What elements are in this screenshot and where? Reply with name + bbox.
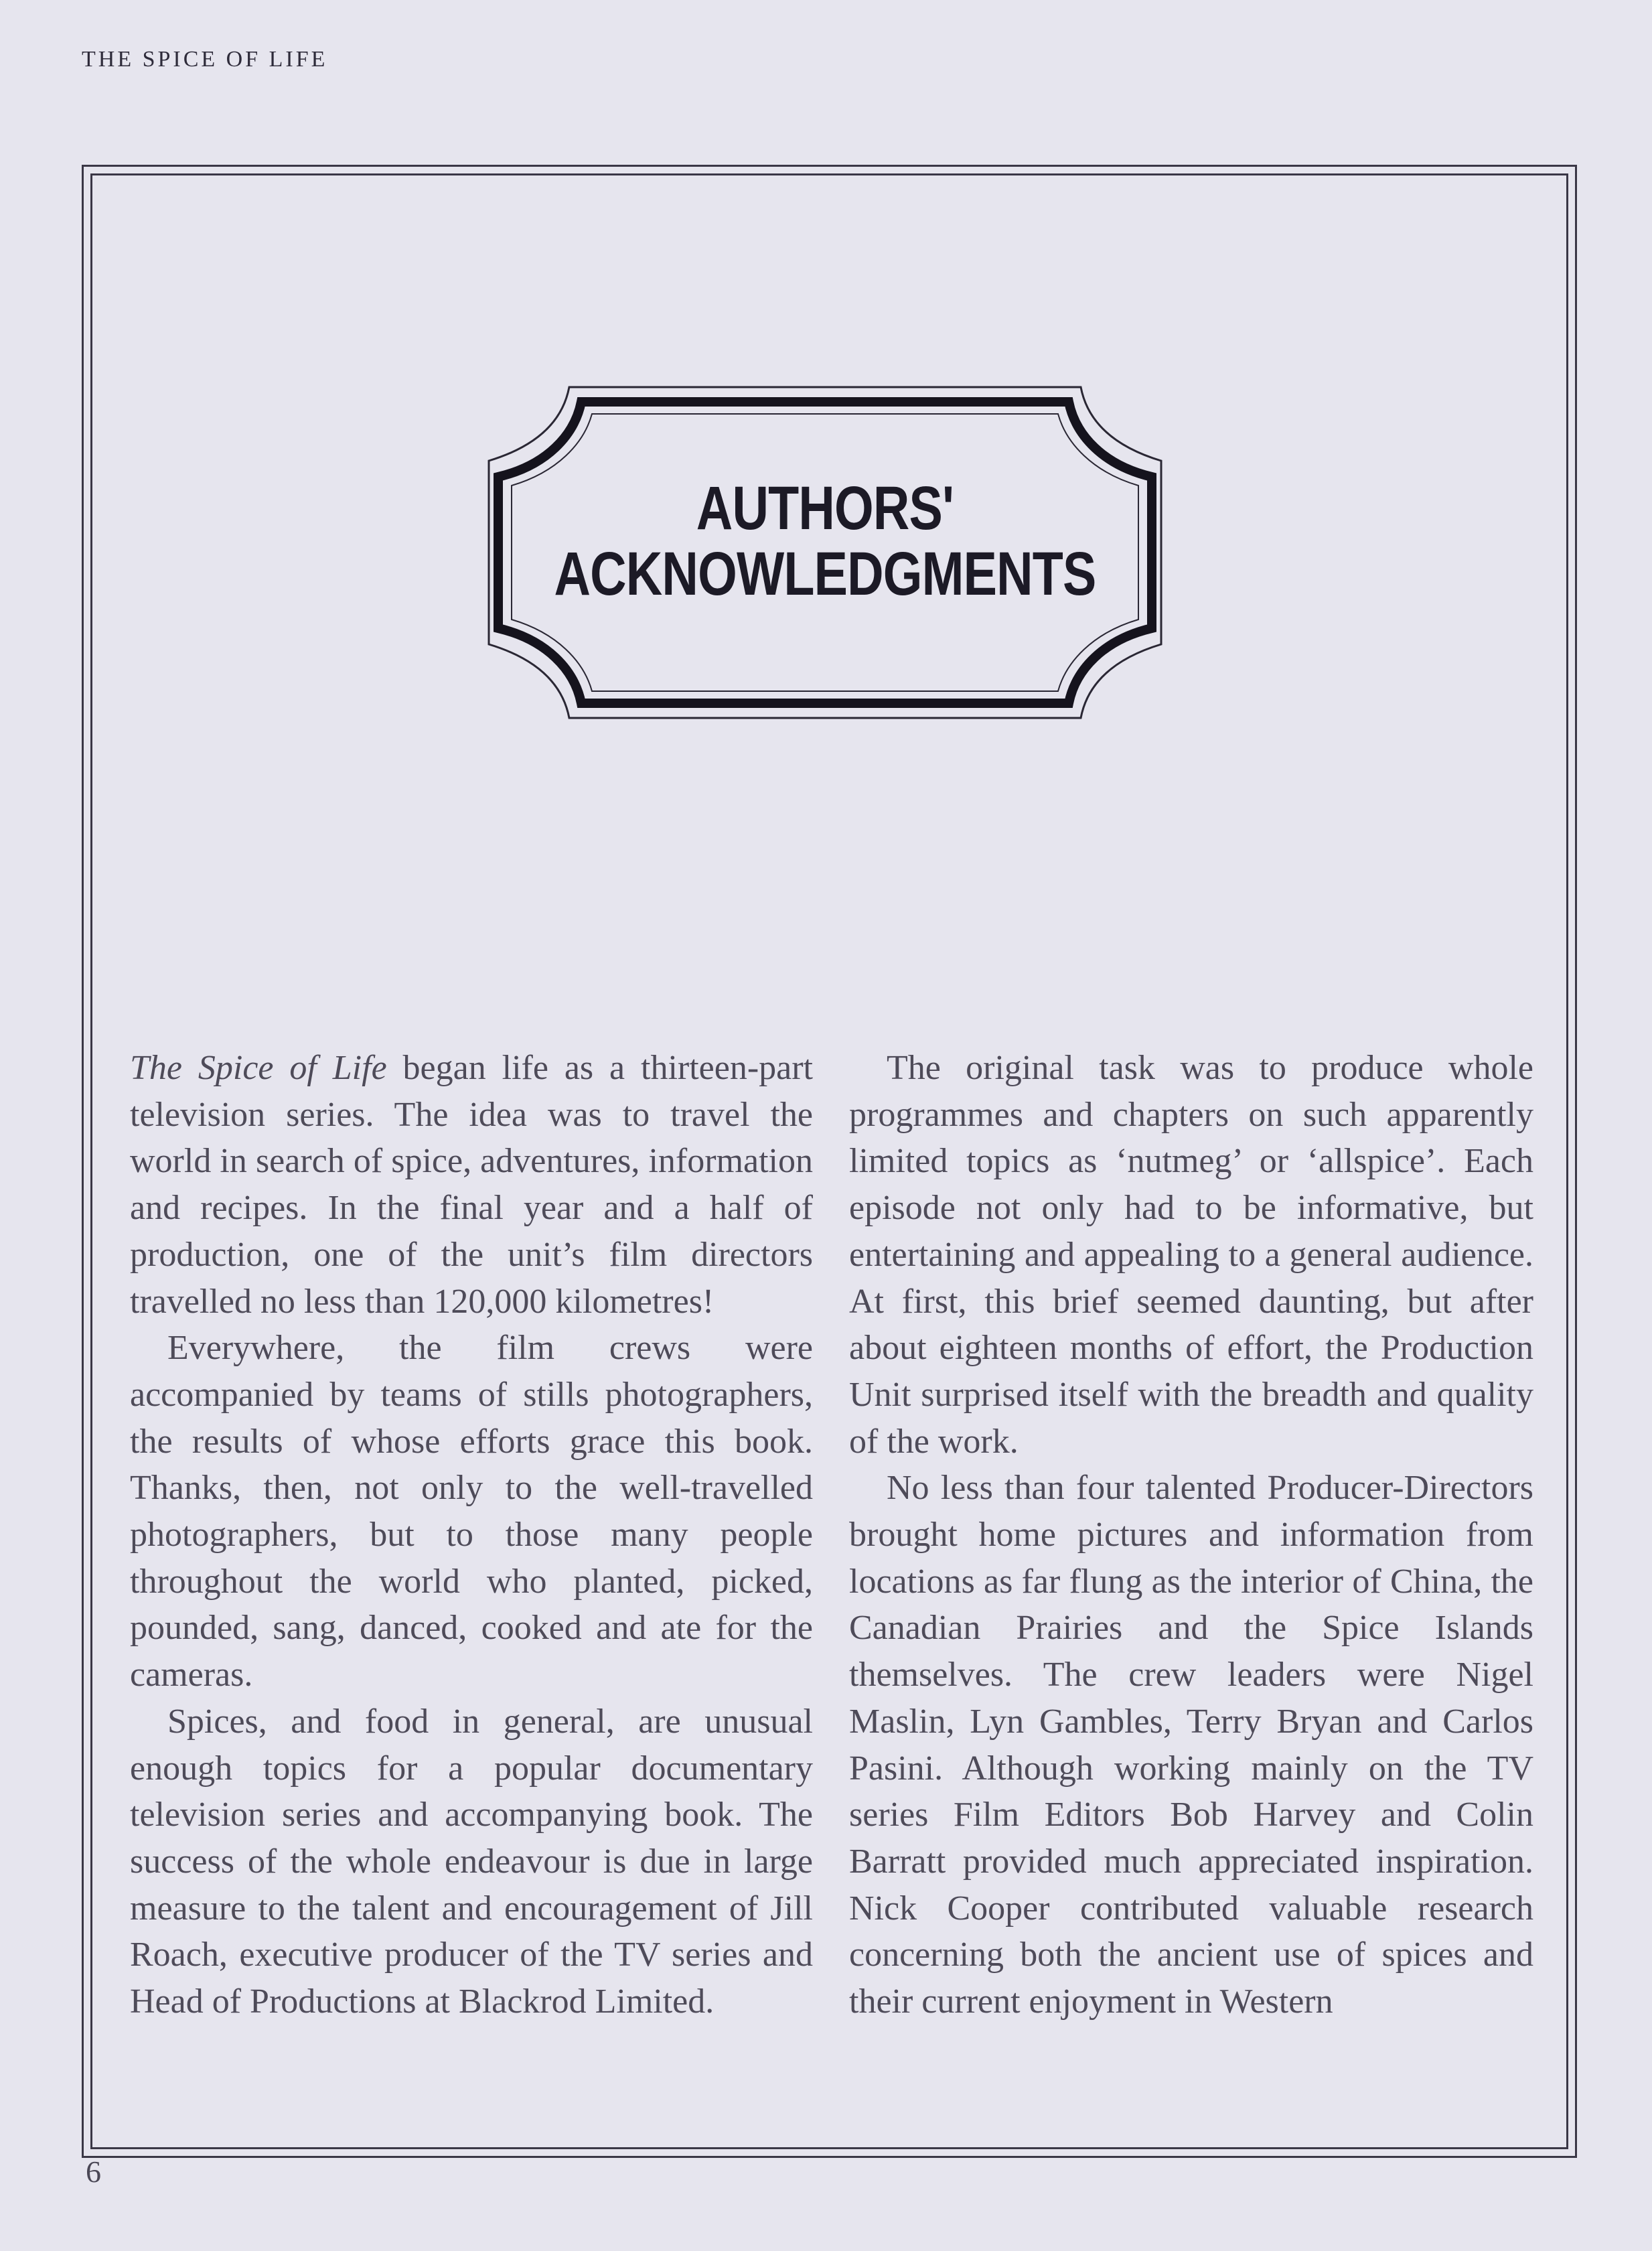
right-paragraph-1: The original task was to produce whole programmes and chapters on such apparently limited topics as ‘nutmeg’ or ‘allspice’. Each episode not only had to be informative, but entertaining and appealing to a general audience. At first, this brief seemed daunting, but after about eighteen months of effort, the Production Unit surprised itself with the breadth and quality of the work. <box>849 1049 1533 1461</box>
page-number: 6 <box>86 2155 101 2189</box>
left-paragraph-1-text: began life as a thirteen-part television series. The idea was to travel the world in search of spice, adventures, information and recipes. In the final year and a half of production, one of the unit’s film directors travelled no less than 120,000 kilometres! <box>130 1049 813 1321</box>
left-paragraph-3: Spices, and food in general, are unusual enough topics for a popular documentary television series and accompanying book. The success of the whole endeavour is due in large measure to the talent and encouragement of Jill Roach, executive producer of the TV series and Head of Productions at Blackrod Limited. <box>130 1702 813 2021</box>
running-head: THE SPICE OF LIFE <box>82 47 328 72</box>
left-paragraph-1 <box>130 1045 813 1325</box>
title-line-2: ACKNOWLEDGMENTS <box>554 540 1096 608</box>
title-line-1: AUTHORS' <box>696 474 954 542</box>
right-paragraph-2: No less than four talented Producer-Directors brought home pictures and information from locations as far flung as the interior of China, the Canadian Prairies and the Spice Islands themselves. The crew leaders were Nigel Maslin, Lyn Gambles, Terry Bryan and Carlos Pasini. Although working mainly on the TV series Film Editors Bob Harvey and Colin Barratt provided much appreciated inspiration. Nick Cooper contributed valuable research concerning both the ancient use of spices and their current enjoyment in Western <box>849 1469 1533 2021</box>
left-column <box>130 1045 813 2025</box>
book-title-italic: The Spice of Life <box>130 1049 387 1087</box>
left-paragraph-2: Everywhere, the film crews were accompanied by teams of stills photographers, the results of whose efforts grace this book. Thanks, then, not only to the well-travelled photographers, but to those many people throughout the world who planted, picked, pounded, sang, danced, cooked and ate for the cameras. <box>130 1329 813 1694</box>
page-title <box>487 476 1162 607</box>
right-column <box>849 1045 1533 2025</box>
